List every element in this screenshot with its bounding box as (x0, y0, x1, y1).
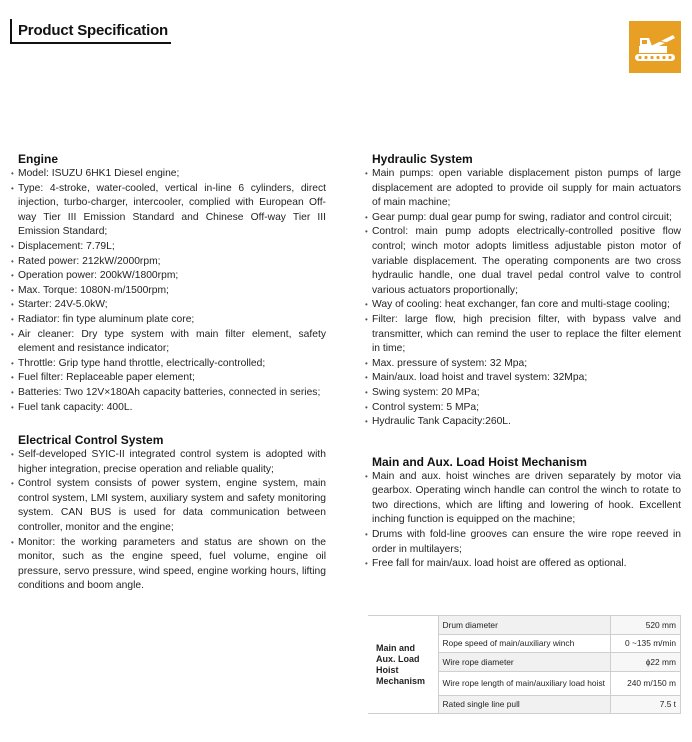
list-item: • Max. Torque: 1080N·m/1500rpm; (11, 284, 326, 299)
list-item: • Control: main pump adopts electrically-controlled positive flow control; winch motor adopts limitless adjustable piston motor of variable displacement. The operating components are two cross hydraulic handle, one dual travel pedal control valve to control various actuators proportionally; (365, 225, 681, 298)
table-cell-param: Wire rope diameter (438, 653, 610, 672)
table-cell-value: ϕ22 mm (610, 653, 681, 672)
table-cell-value: 7.5 t (610, 695, 681, 714)
list-item: • Displacement: 7.79L; (11, 240, 326, 255)
list-item: • Radiator: fin type aluminum plate core; (11, 313, 326, 328)
table-cell-param: Rated single line pull (438, 695, 610, 714)
list-item: • Hydraulic Tank Capacity:260L. (365, 415, 681, 430)
page-title-box (10, 19, 171, 44)
list-item: • Way of cooling: heat exchanger, fan core and multi-stage cooling; (365, 298, 681, 313)
list-item: • Model: ISUZU 6HK1 Diesel engine; (11, 167, 326, 182)
list-item: • Max. pressure of system: 32 Mpa; (365, 357, 681, 372)
list-item: • Fuel tank capacity: 400L. (11, 401, 326, 416)
list-item: • Throttle: Grip type hand throttle, electrically-controlled; (11, 357, 326, 372)
list-item: • Swing system: 20 MPa; (365, 386, 681, 401)
table-cell-value: 0 ~135 m/min (610, 634, 681, 653)
list-item: • Free fall for main/aux. load hoist are offered as optional. (365, 557, 681, 572)
list-item: • Fuel filter: Replaceable paper element; (11, 371, 326, 386)
hydraulic-list (365, 167, 681, 430)
engine-title: Engine (18, 152, 59, 166)
table-cell-value: 240 m/150 m (610, 671, 681, 695)
list-item: • Rated power: 212kW/2000rpm; (11, 255, 326, 270)
list-item: • Batteries: Two 12V×180Ah capacity batteries, connected in series; (11, 386, 326, 401)
crawler-crane-icon (629, 21, 681, 73)
table-row-header: Main and Aux. Load Hoist Mechanism (368, 616, 438, 714)
list-item: • Gear pump: dual gear pump for swing, radiator and control circuit; (365, 211, 681, 226)
list-item: • Self-developed SYIC-II integrated control system is adopted with higher integration, precise operation and reliable quality; (11, 448, 326, 477)
electrical-section (11, 432, 326, 594)
list-item: • Monitor: the working parameters and status are shown on the monitor, such as the engine speed, fuel volume, engine oil pressure, servo pressure, wind speed, engine working hours, lifting conditions and boom angle. (11, 536, 326, 594)
hydraulic-title: Hydraulic System (372, 152, 473, 166)
table-cell-value: 520 mm (610, 616, 681, 635)
hoist-title: Main and Aux. Load Hoist Mechanism (372, 454, 587, 469)
list-item: • Starter: 24V-5.0kW; (11, 298, 326, 313)
list-item: • Drums with fold-line grooves can ensure the wire rope reeved in order in multilayers; (365, 528, 681, 557)
hoist-list (365, 470, 681, 572)
hoist-section (365, 454, 681, 572)
right-column (365, 151, 681, 572)
page-title: Product Specification (18, 22, 168, 39)
engine-section (11, 151, 326, 415)
table-row (368, 616, 681, 635)
list-item: • Main/aux. load hoist and travel system: 32Mpa; (365, 371, 681, 386)
engine-list (11, 167, 326, 415)
left-column (11, 151, 326, 594)
list-item: • Main and aux. hoist winches are driven separately by motor via gearbox. Operating winch handle can control the winch to rotate to two directions, which are lifting and lowering of hook. Excellent inching function is equipped on the machine; (365, 470, 681, 528)
list-item: • Control system: 5 MPa; (365, 401, 681, 416)
list-item: • Control system consists of power system, engine system, main control system, LMI system, auxiliary system and safety monitoring system. CAN BUS is used for data communication between controller, monitor and the engine; (11, 477, 326, 535)
list-item: • Operation power: 200kW/1800rpm; (11, 269, 326, 284)
list-item: • Filter: large flow, high precision filter, with bypass valve and transmitter, which can remind the user to replace the filter element in time; (365, 313, 681, 357)
hoist-spec-table (368, 615, 681, 714)
list-item: • Air cleaner: Dry type system with main filter element, safety element and resistance indicator; (11, 328, 326, 357)
electrical-list (11, 448, 326, 594)
table-cell-param: Rope speed of main/auxiliary winch (438, 634, 610, 653)
list-item: • Main pumps: open variable displacement piston pumps of large displacement are adopted to provide oil supply for main actuators of main machine; (365, 167, 681, 211)
table-cell-param: Drum diameter (438, 616, 610, 635)
list-item: • Type: 4-stroke, water-cooled, vertical in-line 6 cylinders, direct injection, turbo-charger, intercooler, complied with European Off-way Tier III Emission Standard and Chinese Off-way Tier III Emission Standard; (11, 182, 326, 240)
hydraulic-section (365, 151, 681, 430)
electrical-title: Electrical Control System (18, 433, 164, 448)
table-cell-param: Wire rope length of main/auxiliary load hoist (438, 671, 610, 695)
